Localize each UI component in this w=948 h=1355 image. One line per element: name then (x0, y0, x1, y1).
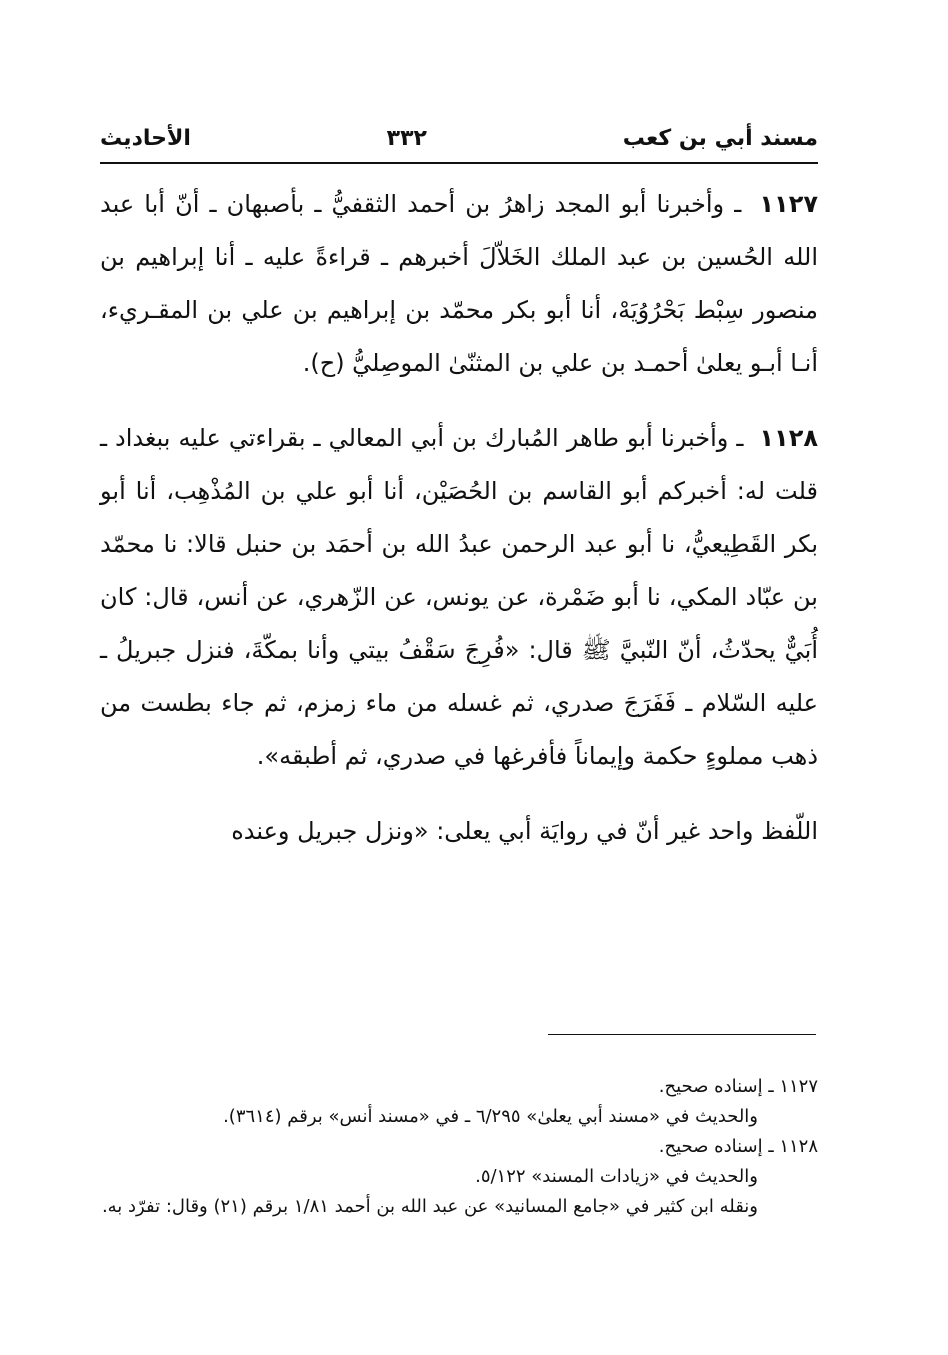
main-text (100, 178, 818, 880)
page-number: ٣٣٢ (386, 125, 427, 151)
continuation-paragraph: اللّفظ واحد غير أنّ في روايَة أبي يعلى: «ونزل جبريل وعنده (231, 817, 818, 845)
hadith-1127 (100, 178, 818, 390)
hadith-number: ١١٢٨ (759, 424, 818, 452)
footnote-line: والحديث في «زيادات المسند» ٥/١٢٢. (475, 1166, 758, 1187)
hadith-number: ١١٢٧ (759, 190, 818, 218)
hadith-1128 (100, 412, 818, 783)
running-header (100, 118, 818, 158)
footnote-rule (548, 1034, 816, 1035)
footnote-line: ١١٢٧ ـ إسناده صحيح. (658, 1076, 818, 1097)
footnote-line: والحديث في «مسند أبي يعلىٰ» ٦/٢٩٥ ـ في «مسند أنس» برقم (٣٦١٤). (223, 1106, 758, 1127)
footnotes (100, 1072, 818, 1222)
header-rule (100, 162, 818, 164)
section-title: الأحاديث (100, 125, 191, 151)
hadith-text: ـ وأخبرنا أبو طاهر المُبارك بن أبي المعالي ـ بقراءتي عليه ببغداد ـ قلت له: أخبركم أبو القاسم بن الحُصَيْن، أنا أبو علي بن المُذْهِب، أنا أبو بكر القَطِيعيُّ، نا أبو عبد الرحمن عبدُ الله بن أحمَد بن حنبل قالا: نا محمّد بن عبّاد المكي، نا أبو ضَمْرة، عن يونس، عن الزّهري، عن أنس، قال: كان أُبَيٌّ يحدّثُ، أنّ النّبيَّ ﷺ قال: «فُرِجَ سَقْفُ بيتي وأنا بمكّةَ، فنزل جبريلُ ـ عليه السّلام ـ فَفَرَجَ صدري، ثم غسله من ماء زمزم، ثم جاء بطست من ذهب مملوءٍ حكمة وإيماناً فأفرغها في صدري، ثم أطبقه». (100, 424, 818, 770)
book-title: مسند أبي بن كعب (622, 125, 818, 151)
hadith-text: ـ وأخبرنا أبو المجد زاهرُ بن أحمد الثقفيُّ ـ بأصبهان ـ أنّ أبا عبد الله الحُسين بن عبد الملك الخَلاّلَ أخبرهم ـ قراءةً عليه ـ أنا إبراهيم بن منصور سِبْط بَحْرُوُيَهْ، أنا أبو بكر محمّد بن إبراهيم بن علي بن المقـريء، أنـا أبـو يعلىٰ أحمـد بن علي بن المثنّىٰ الموصِليُّ (ح). (100, 190, 818, 377)
footnote-line: ونقله ابن كثير في «جامع المسانيد» عن عبد الله بن أحمد ١/٨١ برقم (٢١) وقال: تفرّد به. (101, 1196, 758, 1217)
footnote-line: ١١٢٨ ـ إسناده صحيح. (658, 1136, 818, 1157)
